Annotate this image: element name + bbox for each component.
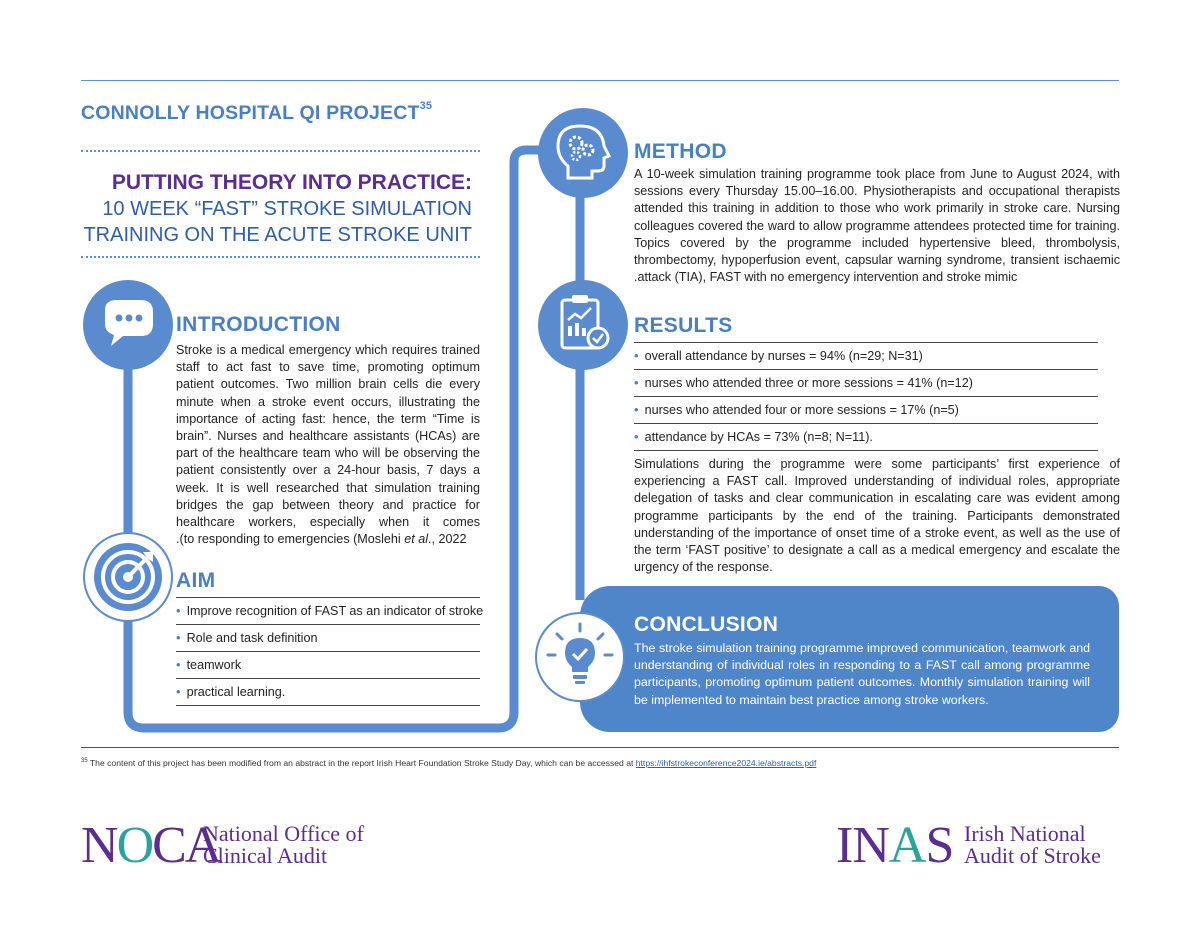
inas-line-1: Irish National xyxy=(964,821,1086,846)
head-gears-icon xyxy=(538,108,628,198)
aim-icon-circle xyxy=(83,532,173,622)
headline-line-3: TRAINING ON THE ACUTE STROKE UNIT xyxy=(83,224,472,246)
method-last-line: .attack (TIA), FAST with no emergency intervention and stroke mimic xyxy=(634,270,1018,285)
aim-heading: AIM xyxy=(176,569,216,592)
results-icon-circle xyxy=(538,280,628,370)
speech-bubble-icon xyxy=(83,280,173,370)
footnote-link[interactable]: https://ihfstrokeconference2024.ie/abstracts.pdf xyxy=(635,758,817,768)
clipboard-chart-icon xyxy=(538,280,628,370)
headline-line-2: 10 WEEK “FAST” STROKE SIMULATION xyxy=(102,198,472,220)
results-heading: RESULTS xyxy=(634,314,733,337)
lightbulb-check-icon xyxy=(537,614,623,700)
target-icon xyxy=(85,534,171,620)
conclusion-body: The stroke simulation training programme improved communication, teamwork and understanding of individual roles in responding to a FAST call among programme participants, promoting optimum patient outcomes. Monthly simulation training will be implemented to maintain best practice among stroke workers. xyxy=(634,641,1090,707)
introduction-heading: INTRODUCTION xyxy=(176,313,341,336)
footnote: $^{35}$ The content of this project has been modified from an abstract in the report Irish Heart Foundation Stroke Study Day, which can be accessed at https://ihfstrokeconference2024.ie/abstracts.pdf xyxy=(81,758,817,768)
inas-logo xyxy=(836,817,1126,874)
aim-item: • Improve recognition of FAST as an indicator of stroke xyxy=(176,598,480,625)
conclusion-icon-circle xyxy=(535,612,625,702)
results-list xyxy=(634,342,1098,451)
introduction-icon-circle xyxy=(83,280,173,370)
results-item: • attendance by HCAs = 73% (n=8; N=11). xyxy=(634,424,1098,451)
method-heading: METHOD xyxy=(634,140,727,163)
results-item: • nurses who attended four or more sessions = 17% (n=5) xyxy=(634,397,1098,424)
noca-logo xyxy=(81,817,381,874)
introduction-body xyxy=(176,342,480,548)
results-item: • overall attendance by nurses = 94% (n=29; N=31) xyxy=(634,343,1098,370)
top-rule xyxy=(81,80,1119,81)
inas-wordmark: INAS xyxy=(836,817,954,874)
method-text: A 10-week simulation training programme took place from June to August 2024, with sessions every Thursday 15.00–16.00. Physiotherapists and occupational therapists attended this training in addition to those who work primarily in stroke care. Nursing colleagues covered the ward to allow programme attendees protected time for training. Topics covered by the programme included hypertensive bleed, thrombolysis, thrombectomy, hypoperfusion event, capsular warning syndrome, transient ischaemic xyxy=(634,167,1120,268)
noca-line-2: Clinical Audit xyxy=(203,843,328,868)
dotted-divider-top xyxy=(81,150,480,152)
aim-item: • teamwork xyxy=(176,652,480,679)
method-icon-circle xyxy=(538,108,628,198)
results-item: • nurses who attended three or more sessions = 41% (n=12) xyxy=(634,370,1098,397)
aim-item: • practical learning. xyxy=(176,679,480,706)
inas-line-2: Audit of Stroke xyxy=(964,843,1101,868)
introduction-text: Stroke is a medical emergency which requires trained staff to act fast to save time, promoting optimum patient outcomes. Two million brain cells die every minute when a stroke event occurs, illustrating the importance of acting fast: hence, the term “Time is brain”. Nurses and healthcare assistants (HCAs) are part of the healthcare team who will be observing the patient consistently over a 24-hour basis, 7 days a week. It is well researched that simulation training bridges the gap between theory and practice for healthcare workers, especially when it comes xyxy=(176,343,480,530)
introduction-last-line: .(to responding to emergencies (Moslehi et al., 2022 xyxy=(176,532,467,547)
conclusion-heading: CONCLUSION xyxy=(634,613,779,636)
footnote-rule xyxy=(81,747,1119,748)
dotted-divider-bottom xyxy=(81,256,480,258)
project-title: CONNOLLY HOSPITAL QI PROJECT$^{35}$ xyxy=(81,100,433,124)
noca-line-1: National Office of xyxy=(203,821,364,846)
headline-line-1: PUTTING THEORY INTO PRACTICE: xyxy=(111,171,472,194)
aim-item: • Role and task definition xyxy=(176,625,480,652)
results-body: Simulations during the programme were some participants’ first experience of experiencing a FAST call. Improved understanding of individual roles, appropriate delegation of tasks and clear communication in escalating care was evident among programme participants by the end of the training. Participants demonstrated understanding of the importance of onset time of a stroke event, as well as the use of the term ‘FAST positive’ to designate a call as a medical emergency and escalate the urgency of the response. xyxy=(634,457,1120,575)
noca-wordmark: NOCA xyxy=(81,817,221,874)
method-body xyxy=(634,166,1120,286)
aim-list xyxy=(176,597,484,706)
headline xyxy=(81,170,472,248)
